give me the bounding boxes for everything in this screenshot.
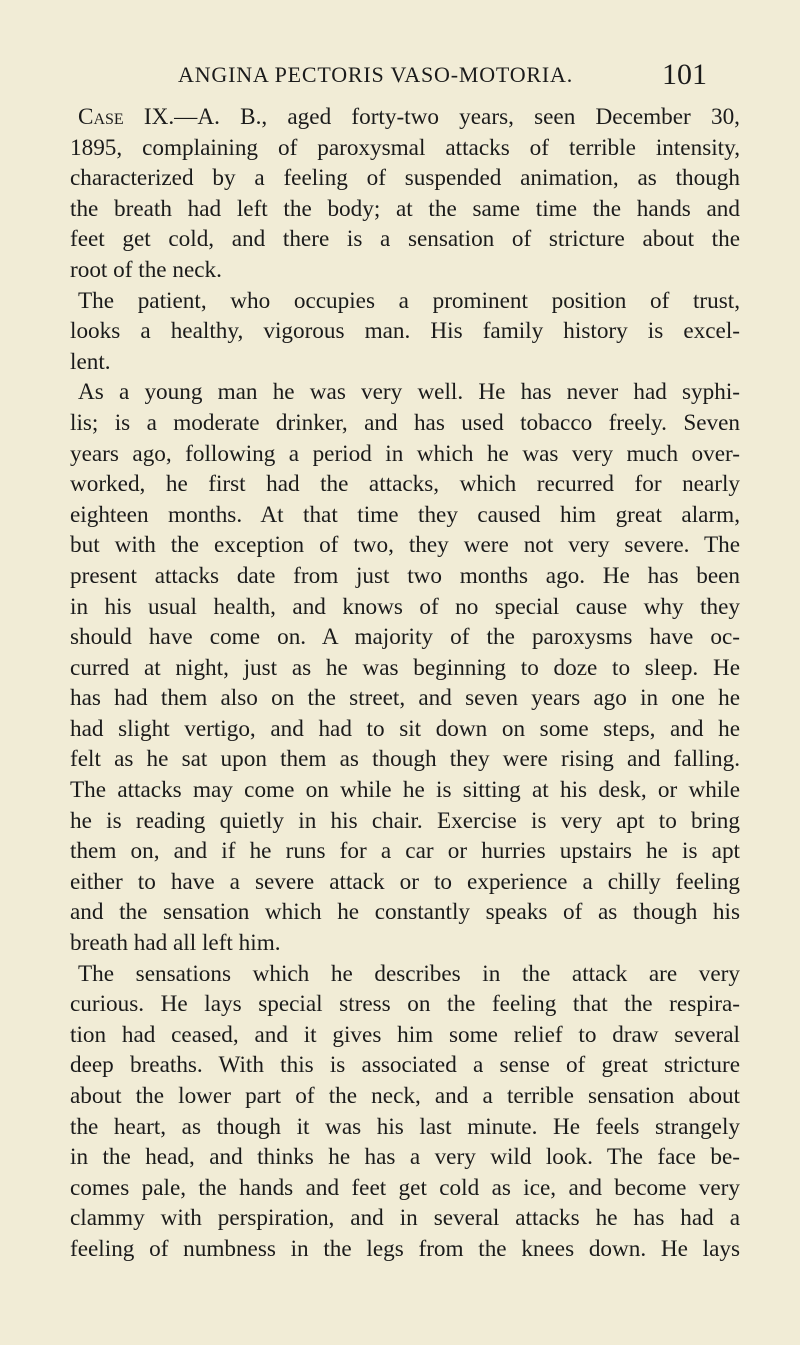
line-text: As a young man he was very well. He has never had syphi- <box>78 379 740 406</box>
text-line <box>70 592 740 623</box>
text-line <box>70 530 740 561</box>
text-line <box>70 500 740 531</box>
text-line <box>70 469 740 500</box>
text-line <box>70 867 740 898</box>
line-text: lis; is a moderate drinker, and has used tobacco freely. Seven <box>70 409 740 436</box>
text-line <box>70 775 740 806</box>
text-line <box>70 1112 740 1143</box>
line-text: the heart, as though it was his last minute. He feels strangely <box>70 1113 740 1140</box>
text-line <box>70 1020 740 1051</box>
line-text: should have come on. A majority of the paroxysms have oc- <box>70 624 740 651</box>
line-text: curred at night, just as he was beginning to doze to sleep. He <box>70 654 740 681</box>
line-text: felt as he sat upon them as though they were rising and falling. <box>70 746 740 773</box>
text-line <box>70 286 740 317</box>
line-text: feet get cold, and there is a sensation of stricture about the <box>70 226 740 253</box>
line-text: 1895, complaining of paroxysmal attacks of terrible intensity, <box>70 134 740 161</box>
text-line <box>70 316 740 347</box>
line-text: about the lower part of the neck, and a terrible sensation about <box>70 1083 740 1109</box>
line-text: characterized by a feeling of suspended animation, as though <box>70 165 740 192</box>
paragraph <box>70 959 740 1265</box>
text-line <box>70 163 740 194</box>
text-line <box>70 806 740 837</box>
running-head <box>0 58 800 92</box>
text-line <box>70 1081 740 1112</box>
line-text: but with the exception of two, they were not very severe. The <box>70 532 740 559</box>
text-line <box>70 928 740 959</box>
text-line <box>70 377 740 408</box>
line-text: them on, and if he runs for a car or hurries upstairs he is apt <box>70 838 740 865</box>
page-number: 101 <box>662 58 707 91</box>
text-line <box>70 224 740 255</box>
line-text: worked, he first had the attacks, which recurred for nearly <box>70 471 740 498</box>
line-text: curious. He lays special stress on the feeling that the respira- <box>70 991 740 1018</box>
line-text: has had them also on the street, and seven years ago in one he <box>70 685 740 712</box>
paragraph <box>70 377 740 958</box>
line-text: tion had ceased, and it gives him some relief to draw several <box>70 1021 740 1048</box>
line-text: looks a healthy, vigorous man. His family history is excel- <box>70 318 740 345</box>
text-line <box>70 683 740 714</box>
text-line <box>70 959 740 990</box>
line-text: clammy with perspiration, and in several attacks he has had a <box>70 1205 740 1232</box>
line-text: either to have a severe attack or to experience a chilly feeling <box>70 868 740 895</box>
line-text: The attacks may come on while he is sitting at his desk, or while <box>70 777 740 804</box>
text-line <box>70 408 740 439</box>
text-line <box>70 255 740 286</box>
running-title: ANGINA PECTORIS VASO-MOTORIA. <box>178 62 574 87</box>
text-line <box>70 347 740 378</box>
line-text: The patient, who occupies a prominent position of trust, <box>78 287 740 314</box>
text-line <box>70 897 740 928</box>
line-text: he is reading quietly in his chair. Exercise is very apt to bring <box>70 807 740 834</box>
text-line <box>70 561 740 592</box>
text-line <box>70 653 740 684</box>
line-text: —A. B., aged forty-two years, seen December 30, <box>174 104 740 130</box>
text-line <box>70 1050 740 1081</box>
line-text: the breath had left the body; at the same time the hands and <box>70 195 740 222</box>
text-line <box>70 744 740 775</box>
text-line <box>70 989 740 1020</box>
line-text: eighteen months. At that time they caused him great alarm, <box>70 501 740 528</box>
line-text: comes pale, the hands and feet get cold as ice, and become very <box>70 1174 740 1201</box>
paragraph <box>70 286 740 378</box>
line-text: in his usual health, and knows of no special cause why they <box>70 593 740 620</box>
line-text: and the sensation which he constantly speaks of as though his <box>70 899 740 926</box>
text-line <box>70 836 740 867</box>
text-line <box>70 1142 740 1173</box>
line-text: deep breaths. With this is associated a sense of great stricture <box>70 1052 740 1079</box>
line-text: root of the neck. <box>70 256 222 283</box>
body-text <box>70 102 740 1265</box>
line-text: lent. <box>70 348 111 375</box>
text-line <box>70 439 740 470</box>
text-line <box>70 133 740 164</box>
case-label: Case IX. <box>78 104 175 130</box>
text-line <box>70 194 740 225</box>
line-text: The sensations which he describes in the attack are very <box>78 960 740 987</box>
line-text: present attacks date from just two months ago. He has been <box>70 562 740 589</box>
line-text: breath had all left him. <box>70 930 281 957</box>
text-line <box>70 102 740 133</box>
text-line <box>70 1234 740 1265</box>
paragraph <box>70 102 740 286</box>
text-line <box>70 1173 740 1204</box>
line-text: years ago, following a period in which he was very much over- <box>70 440 740 467</box>
line-text: feeling of numbness in the legs from the knees down. He lays <box>70 1235 740 1262</box>
line-text: had slight vertigo, and had to sit down on some steps, and he <box>70 715 740 742</box>
text-line <box>70 714 740 745</box>
line-text: in the head, and thinks he has a very wild look. The face be- <box>70 1144 740 1171</box>
text-line <box>70 1203 740 1234</box>
text-line <box>70 622 740 653</box>
